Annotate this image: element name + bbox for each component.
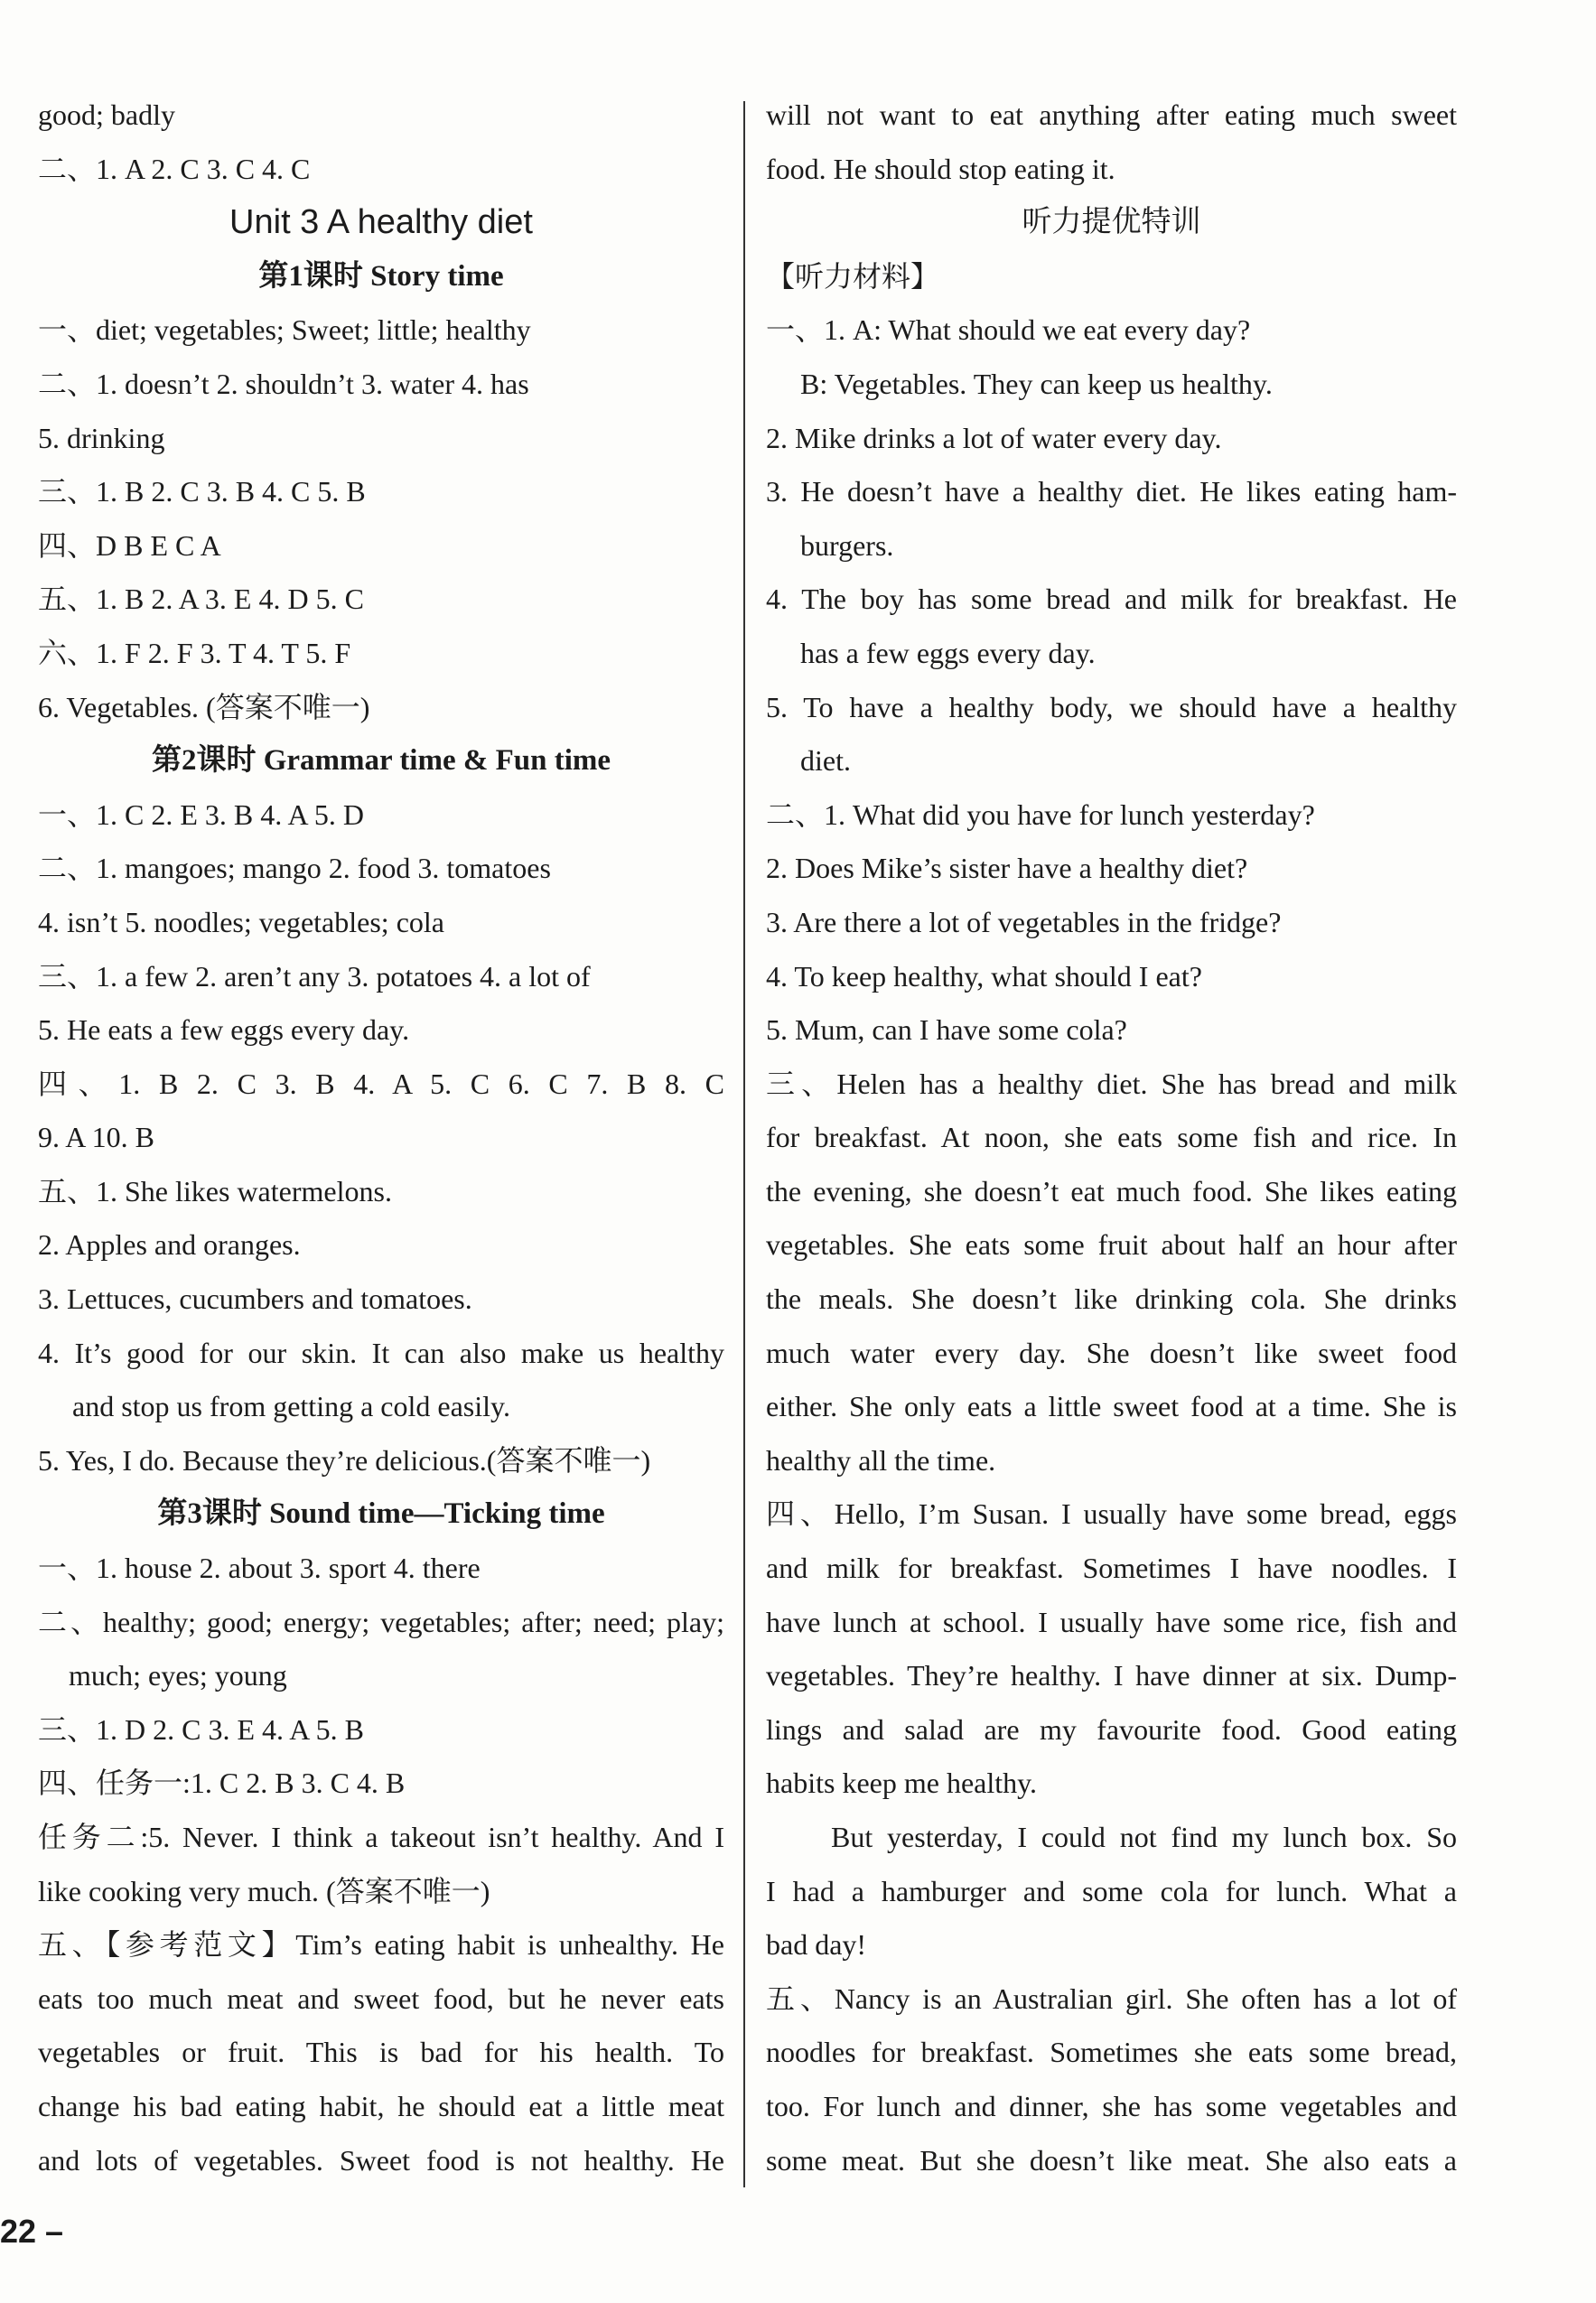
- answer-line: change his bad eating habit, he should eat a little meat: [38, 2089, 724, 2122]
- answer-line: 二、1. mangoes; mango 2. food 3. tomatoes: [38, 852, 551, 885]
- text-line: noodles for breakfast. Sometimes she eats some bread,: [766, 2036, 1457, 2069]
- answer-line: 二、1. A 2. C 3. C 4. C: [38, 152, 311, 185]
- answer-line: eats too much meat and sweet food, but he never eats: [38, 1981, 724, 2015]
- answer-line: 三、1. a few 2. aren’t any 3. potatoes 4. a lot of: [38, 959, 591, 993]
- lesson-heading: 第3课时 Sound time—Ticking time: [157, 1497, 605, 1531]
- text-line: have lunch at school. I usually have some rice, fish and: [766, 1605, 1457, 1638]
- answer-line: 一、diet; vegetables; Sweet; little; healthy: [38, 313, 531, 347]
- text-line: 2. Does Mike’s sister have a healthy diet?: [766, 852, 1248, 885]
- left-column: [38, 89, 724, 2187]
- answer-line: 四、1. B 2. C 3. B 4. A 5. C 6. C 7. B 8. C: [38, 1067, 724, 1100]
- answer-line: 一、1. house 2. about 3. sport 4. there: [38, 1552, 481, 1585]
- text-line: 五、Nancy is an Australian girl. She often has a lot of: [766, 1981, 1457, 2015]
- answer-line: 二、healthy; good; energy; vegetables; after; need; play;: [38, 1605, 724, 1638]
- answer-line: 9. A 10. B: [38, 1121, 154, 1154]
- lesson-heading: 第1课时 Story time: [258, 259, 504, 293]
- text-line: vegetables. They’re healthy. I have dinner at six. Dump-: [766, 1659, 1457, 1692]
- text-line: the evening, she doesn’t eat much food. She likes eating: [766, 1174, 1457, 1207]
- text-line: 2. Mike drinks a lot of water every day.: [766, 421, 1222, 454]
- right-column: [766, 89, 1457, 2187]
- text-line: 3. He doesn’t have a healthy diet. He likes eating ham-: [766, 475, 1457, 508]
- unit-title: Unit 3 A healthy diet: [229, 203, 533, 242]
- text-line: lings and salad are my favourite food. Good eating: [766, 1712, 1457, 1746]
- text-line: and milk for breakfast. Sometimes I have noodles. I: [766, 1552, 1457, 1585]
- answer-line: 五、1. B 2. A 3. E 4. D 5. C: [38, 583, 364, 616]
- answer-line: 五、1. She likes watermelons.: [38, 1174, 392, 1207]
- answer-line: 四、D B E C A: [38, 528, 221, 562]
- text-line: food. He should stop eating it.: [766, 152, 1115, 185]
- text-line: some meat. But she doesn’t like meat. She also eats a: [766, 2143, 1457, 2177]
- answer-line: 5. He eats a few eggs every day.: [38, 1013, 410, 1047]
- answer-line: 4. It’s good for our skin. It can also make us healthy: [38, 1336, 724, 1369]
- answer-line: 5. Yes, I do. Because they’re delicious.(答案不唯一): [38, 1443, 651, 1477]
- text-line: bad day!: [766, 1928, 867, 1962]
- text-line: for breakfast. At noon, she eats some fish and rice. In: [766, 1121, 1457, 1154]
- text-line: 二、1. What did you have for lunch yesterday?: [766, 797, 1315, 831]
- answer-line: 一、1. C 2. E 3. B 4. A 5. D: [38, 797, 364, 831]
- text-line: will not want to eat anything after eating much sweet: [766, 98, 1457, 131]
- text-line: habits keep me healthy.: [766, 1767, 1038, 1800]
- answer-line: 五、【参考范文】Tim’s eating habit is unhealthy. He: [38, 1928, 724, 1962]
- answer-line: 三、1. B 2. C 3. B 4. C 5. B: [38, 475, 366, 508]
- text-line: the meals. She doesn’t like drinking cola. She drinks: [766, 1282, 1457, 1316]
- column-divider: [743, 101, 745, 2187]
- text-line: 5. To have a healthy body, we should have a healthy: [766, 690, 1457, 723]
- text-line: burgers.: [800, 528, 894, 562]
- text-line: 5. Mum, can I have some cola?: [766, 1013, 1127, 1047]
- text-line: I had a hamburger and some cola for lunch. What a: [766, 1874, 1457, 1907]
- text-line: diet.: [800, 744, 851, 778]
- answer-line: 2. Apples and oranges.: [38, 1228, 301, 1262]
- text-line: 一、1. A: What should we eat every day?: [766, 313, 1251, 347]
- answer-line: 六、1. F 2. F 3. T 4. T 5. F: [38, 636, 351, 669]
- answer-line: much; eyes; young: [69, 1659, 287, 1692]
- answer-line: 3. Lettuces, cucumbers and tomatoes.: [38, 1282, 472, 1316]
- answer-line: 任务二:5. Never. I think a takeout isn’t healthy. And I: [38, 1821, 724, 1853]
- text-line: 4. The boy has some bread and milk for breakfast. He: [766, 583, 1457, 616]
- text-line: either. She only eats a little sweet food at a time. She is: [766, 1390, 1457, 1423]
- text-line: has a few eggs every day.: [800, 636, 1096, 669]
- text-line: But yesterday, I could not find my lunch box. So: [831, 1821, 1457, 1853]
- text-line: 四、Hello, I’m Susan. I usually have some bread, eggs: [766, 1497, 1457, 1531]
- lesson-heading: 第2课时 Grammar time & Fun time: [151, 744, 611, 778]
- answer-line: 5. drinking: [38, 421, 165, 454]
- answer-line: 4. isn’t 5. noodles; vegetables; cola: [38, 905, 444, 938]
- answer-line: and lots of vegetables. Sweet food is not healthy. He: [38, 2143, 724, 2177]
- text-line: 4. To keep healthy, what should I eat?: [766, 959, 1202, 993]
- answer-line: 四、任务一:1. C 2. B 3. C 4. B: [38, 1767, 406, 1800]
- text-line: too. For lunch and dinner, she has some vegetables and: [766, 2089, 1457, 2122]
- answer-line: 6. Vegetables. (答案不唯一): [38, 690, 370, 723]
- answer-line: 二、1. doesn’t 2. shouldn’t 3. water 4. has: [38, 367, 529, 400]
- section-subtitle: 【听力材料】: [766, 259, 940, 293]
- answer-line: 三、1. D 2. C 3. E 4. A 5. B: [38, 1712, 364, 1746]
- text-line: good; badly: [38, 98, 175, 131]
- answer-line: vegetables or fruit. This is bad for his health. To: [38, 2036, 724, 2069]
- text-line: healthy all the time.: [766, 1443, 996, 1477]
- answer-line: and stop us from getting a cold easily.: [72, 1390, 510, 1423]
- page-number: 22 –: [0, 2213, 64, 2250]
- text-line: B: Vegetables. They can keep us healthy.: [800, 367, 1273, 400]
- text-line: 三、Helen has a healthy diet. She has bread and milk: [766, 1067, 1457, 1100]
- text-line: much water every day. She doesn’t like sweet food: [766, 1336, 1457, 1369]
- text-line: vegetables. She eats some fruit about half an hour after: [766, 1228, 1457, 1262]
- answer-line: like cooking very much. (答案不唯一): [38, 1874, 490, 1907]
- section-title: 听力提优特训: [1022, 206, 1201, 239]
- text-line: 3. Are there a lot of vegetables in the fridge?: [766, 905, 1282, 938]
